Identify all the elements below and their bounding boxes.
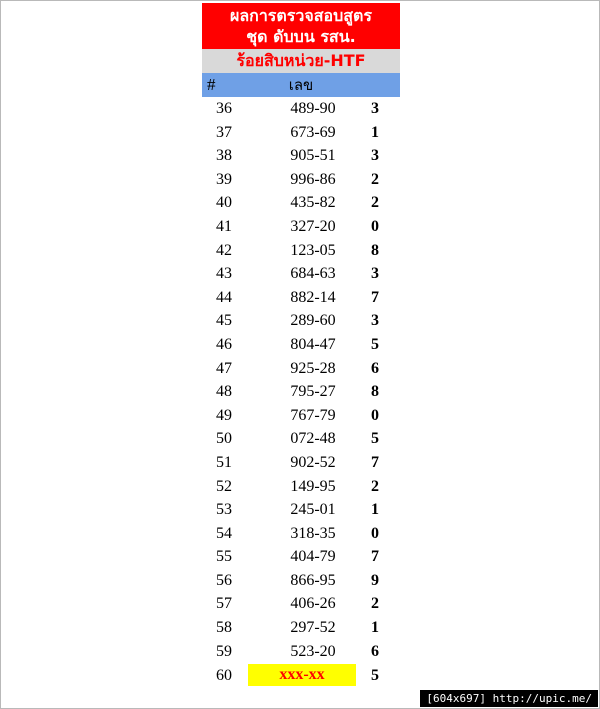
row-number: 55 [216, 548, 232, 566]
table-row [202, 121, 400, 145]
row-value: 489-90 [290, 100, 336, 117]
table-row [202, 286, 400, 310]
row-number: 41 [216, 217, 232, 235]
header-number: เลข [288, 76, 314, 94]
row-count: 2 [371, 170, 379, 188]
table-row [202, 451, 400, 475]
row-number: 36 [216, 100, 232, 117]
title-line-2: ชุด ดับบน รสน. [246, 27, 356, 46]
upic-watermark: [604x697] http://upic.me/ [420, 690, 598, 707]
result-sheet [202, 3, 400, 689]
row-value: 245-01 [290, 501, 336, 519]
row-value: 882-14 [290, 288, 336, 306]
table-row [202, 144, 400, 168]
table-row [202, 522, 400, 546]
row-count: 3 [371, 147, 379, 165]
table-row [202, 380, 400, 404]
row-value: 673-69 [290, 123, 336, 141]
row-value: 123-05 [290, 241, 336, 259]
row-value: 523-20 [290, 642, 336, 660]
row-count: 2 [371, 194, 379, 212]
row-number: 53 [216, 501, 232, 519]
table-row [202, 545, 400, 569]
row-value: 404-79 [290, 548, 336, 566]
row-value: 866-95 [290, 571, 336, 589]
row-count: 2 [371, 477, 379, 495]
row-count: 9 [371, 571, 379, 589]
row-number: 37 [216, 123, 232, 141]
title-line-1: ผลการตรวจสอบสูตร [229, 6, 373, 25]
row-value: 327-20 [290, 217, 336, 235]
table-row [202, 592, 400, 616]
row-number: 57 [216, 595, 232, 613]
row-value: 435-82 [290, 194, 336, 212]
table-row [202, 640, 400, 664]
result-rows [202, 97, 400, 689]
row-value: 902-52 [290, 453, 336, 471]
table-row [202, 333, 400, 357]
row-number: 38 [216, 147, 232, 165]
table-row [202, 357, 400, 381]
row-value: 795-27 [290, 383, 336, 401]
row-count: 6 [371, 642, 379, 660]
row-count: 0 [371, 524, 379, 542]
row-number: 52 [216, 477, 232, 495]
row-number: 40 [216, 194, 232, 212]
row-value: 072-48 [290, 430, 336, 448]
table-row [202, 404, 400, 428]
row-number: 51 [216, 453, 232, 471]
row-count: 8 [371, 241, 379, 259]
row-count: 3 [371, 265, 379, 283]
table-row [202, 97, 400, 121]
row-number: 49 [216, 406, 232, 424]
row-count: 8 [371, 383, 379, 401]
row-number: 54 [216, 524, 232, 542]
row-value: 289-60 [290, 312, 336, 330]
row-number: 46 [216, 335, 232, 353]
row-value: 149-95 [290, 477, 336, 495]
column-header [202, 73, 400, 97]
row-value: 297-52 [290, 619, 336, 637]
row-number: 59 [216, 642, 232, 660]
row-number: 43 [216, 265, 232, 283]
row-count: 7 [371, 453, 379, 471]
row-count: 3 [371, 312, 379, 330]
row-value: xxx-xx [248, 664, 356, 686]
row-number: 56 [216, 571, 232, 589]
row-value: 996-86 [290, 170, 336, 188]
table-row [202, 498, 400, 522]
row-value: 318-35 [290, 524, 336, 542]
row-number: 47 [216, 359, 232, 377]
table-row [202, 663, 400, 689]
row-value: 925-28 [290, 359, 336, 377]
table-row [202, 168, 400, 192]
row-number: 42 [216, 241, 232, 259]
table-row [202, 569, 400, 593]
row-number: 60 [216, 667, 232, 685]
header-hash: # [207, 75, 216, 94]
table-row [202, 191, 400, 215]
row-number: 58 [216, 619, 232, 637]
table-row [202, 309, 400, 333]
row-count: 2 [371, 595, 379, 613]
row-number: 44 [216, 288, 232, 306]
table-row [202, 215, 400, 239]
row-count: 6 [371, 359, 379, 377]
row-count: 0 [371, 406, 379, 424]
table-row [202, 239, 400, 263]
table-row [202, 427, 400, 451]
row-count: 1 [371, 501, 379, 519]
row-value: 767-79 [290, 406, 336, 424]
sheet-title [202, 3, 400, 49]
row-number: 48 [216, 383, 232, 401]
row-value: 905-51 [290, 147, 336, 165]
row-number: 50 [216, 430, 232, 448]
row-number: 39 [216, 170, 232, 188]
row-count: 5 [371, 667, 379, 685]
row-value: 684-63 [290, 265, 336, 283]
row-count: 0 [371, 217, 379, 235]
row-value: 804-47 [290, 335, 336, 353]
row-count: 7 [371, 548, 379, 566]
table-row [202, 262, 400, 286]
row-number: 45 [216, 312, 232, 330]
row-count: 5 [371, 430, 379, 448]
sheet-subtitle: ร้อยสิบหน่วย-HTF [202, 49, 400, 73]
row-count: 7 [371, 288, 379, 306]
row-count: 1 [371, 619, 379, 637]
row-count: 3 [371, 100, 379, 117]
row-count: 5 [371, 335, 379, 353]
table-row [202, 475, 400, 499]
row-value: 406-26 [290, 595, 336, 613]
table-row [202, 616, 400, 640]
row-count: 1 [371, 123, 379, 141]
